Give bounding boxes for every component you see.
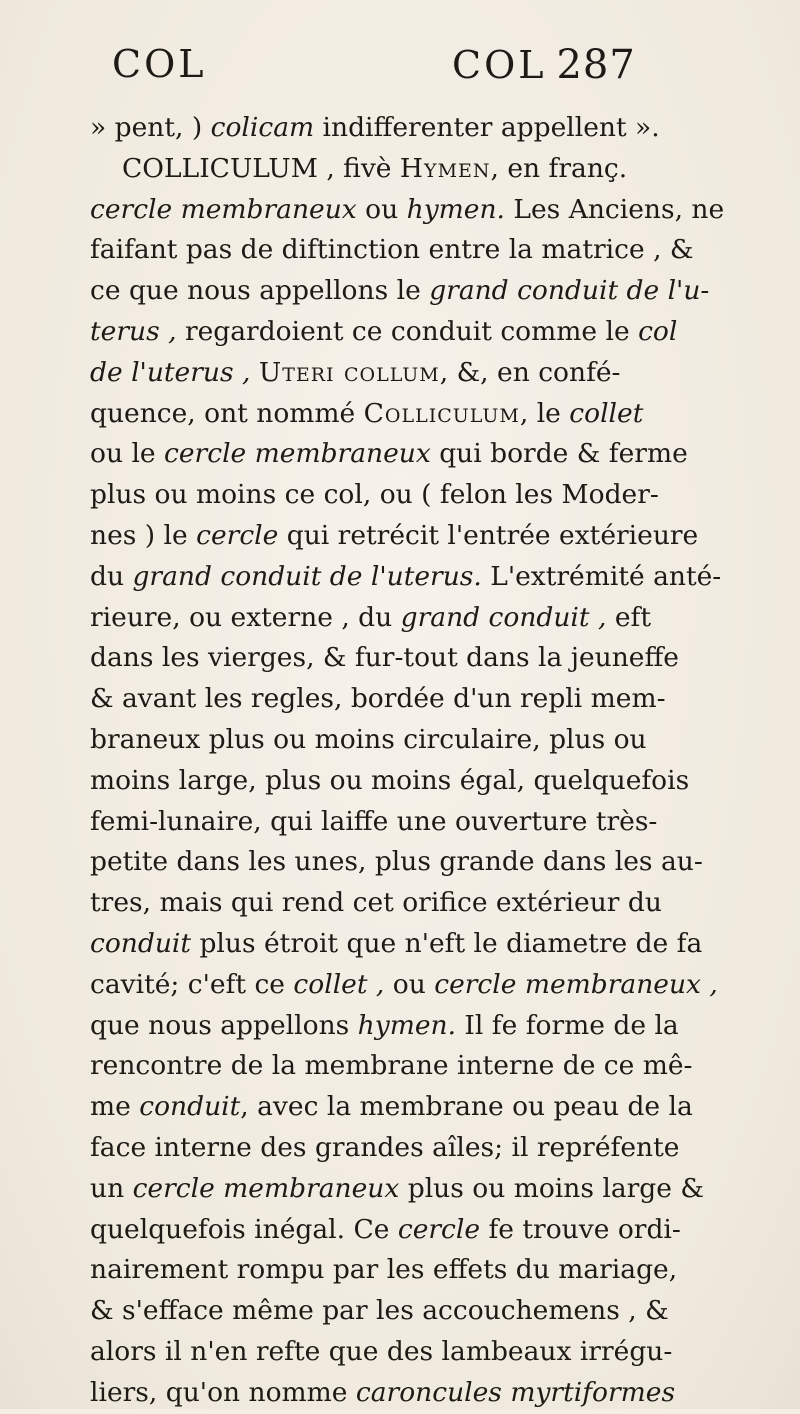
text-run: COLLICULUM , fivè [122, 152, 400, 184]
running-header [112, 42, 702, 102]
text-run: un [90, 1172, 133, 1204]
header-left-word: COL [112, 42, 207, 86]
text-run: eft [606, 601, 651, 633]
text-run: face interne des grandes aîles; il repréfente [90, 1131, 680, 1163]
text-run: rencontre de la membrane interne de ce mê- [90, 1050, 693, 1082]
text-run: & s'efface même par les accouchemens , & [90, 1295, 669, 1327]
text-line [90, 190, 730, 231]
text-line [90, 149, 730, 190]
text-run: grand conduit de l'uterus. [132, 560, 482, 592]
text-run: cavité; c'eft ce [90, 968, 294, 1000]
text-run: regardoient ce conduit comme le [176, 315, 639, 347]
text-run: hymen. [406, 193, 505, 225]
text-run: cercle [397, 1213, 481, 1245]
text-line [90, 1373, 730, 1414]
text-line [90, 353, 730, 394]
text-line [90, 842, 730, 883]
text-run: plus ou moins large & [399, 1172, 704, 1204]
text-line [90, 516, 730, 557]
text-line [90, 1250, 730, 1291]
text-run: collet , [293, 968, 385, 1000]
text-line [90, 598, 730, 639]
text-run: me [90, 1091, 140, 1123]
text-run: quelquefois inégal. Ce [90, 1213, 398, 1245]
text-run: ou [356, 193, 407, 225]
header-right [452, 42, 636, 88]
text-run: cercle [196, 519, 279, 551]
text-run: ou le [90, 438, 165, 470]
text-line [90, 1210, 730, 1251]
text-line [90, 761, 730, 802]
text-line [90, 638, 730, 679]
text-run: braneux plus ou moins circulaire, plus ou [90, 723, 647, 755]
text-line [90, 883, 730, 924]
text-line [90, 1006, 730, 1047]
text-line [90, 1087, 730, 1128]
text-run: nairement rompu par les effets du mariage, [90, 1254, 678, 1286]
text-line [90, 1046, 730, 1087]
text-run: , &, en confé- [439, 356, 621, 388]
text-run: cercle membraneux [90, 193, 357, 225]
text-run: de l'uterus , [90, 356, 251, 388]
text-run: petite dans les unes, plus grande dans les au- [90, 846, 703, 878]
text-run: conduit [139, 1091, 241, 1123]
text-run: ou [384, 968, 435, 1000]
text-run: indifferenter appellent ». [314, 112, 660, 143]
text-run: moins large, plus ou moins égal, quelquefois [90, 764, 690, 796]
text-line [90, 230, 730, 271]
text-run: Hymen [399, 152, 491, 184]
text-line [90, 1128, 730, 1169]
text-run: L'extrémité anté- [481, 560, 722, 592]
text-run: terus , [90, 315, 177, 347]
text-line [90, 475, 730, 516]
text-run: cercle membraneux , [434, 968, 718, 1000]
text-line [90, 1291, 730, 1332]
text-line [90, 271, 730, 312]
text-line [90, 924, 730, 965]
text-run: rieure, ou externe , du [90, 601, 401, 633]
text-run: cercle membraneux [164, 438, 431, 470]
text-run: grand conduit de l'u- [429, 275, 710, 307]
text-line [90, 108, 730, 149]
text-run: ce que nous appellons le [90, 275, 430, 307]
text-line [90, 965, 730, 1006]
text-run: grand conduit , [400, 601, 607, 633]
text-run: caroncules myrtiformes [355, 1376, 676, 1408]
text-run: , avec la membrane ou peau de la [240, 1091, 693, 1123]
text-run: hymen. [357, 1009, 456, 1041]
text-line [90, 312, 730, 353]
text-run: Les Anciens, ne [504, 193, 725, 225]
text-run: , le [519, 397, 570, 429]
text-line [90, 679, 730, 720]
text-run [250, 357, 258, 388]
text-run: conduit [90, 927, 192, 959]
text-run: plus étroit que n'eft le diametre de fa [191, 927, 703, 959]
text-line [90, 394, 730, 435]
text-run: femi-lunaire, qui laiffe une ouverture très- [90, 805, 658, 837]
text-run: collet [569, 397, 644, 429]
text-run: que nous appellons [90, 1009, 358, 1041]
text-run: alors il n'en refte que des lambeaux irrégu- [90, 1335, 673, 1367]
text-line [90, 434, 730, 475]
text-line [90, 720, 730, 761]
text-run: Il fe forme de la [456, 1009, 679, 1041]
text-run: Uteri collum [258, 356, 440, 388]
text-run: & avant les regles, bordée d'un repli mem- [90, 683, 666, 715]
text-run: faifant pas de diftinction entre la matrice , & [90, 234, 694, 266]
text-run: dans les vierges, & fur-tout dans la jeuneffe [90, 642, 679, 674]
text-line [90, 1169, 730, 1210]
text-run: Colliculum [363, 397, 520, 429]
text-run: quence, ont nommé [90, 397, 364, 429]
text-run: colicam [210, 112, 315, 143]
text-line [90, 1332, 730, 1373]
header-right-word: COL [452, 43, 547, 87]
text-run: col [638, 315, 678, 347]
text-run: fe trouve ordi- [480, 1213, 681, 1245]
text-line [90, 557, 730, 598]
text-run: liers, qu'on nomme [90, 1376, 356, 1408]
text-run: tres, mais qui rend cet orifice extérieur du [90, 887, 662, 919]
text-run: qui retrécit l'entrée extérieure [278, 519, 699, 551]
text-run: plus ou moins ce col, ou ( felon les Moder- [90, 479, 659, 511]
text-run: du [90, 560, 133, 592]
page-number: 287 [556, 42, 636, 88]
text-line [90, 802, 730, 843]
text-run: nes ) le [90, 519, 197, 551]
text-run: cercle membraneux [132, 1172, 400, 1204]
article-text [90, 108, 730, 1414]
text-run: qui borde & ferme [430, 438, 688, 470]
text-run: , en franç. [490, 152, 628, 184]
text-run: » pent, ) [90, 112, 211, 143]
